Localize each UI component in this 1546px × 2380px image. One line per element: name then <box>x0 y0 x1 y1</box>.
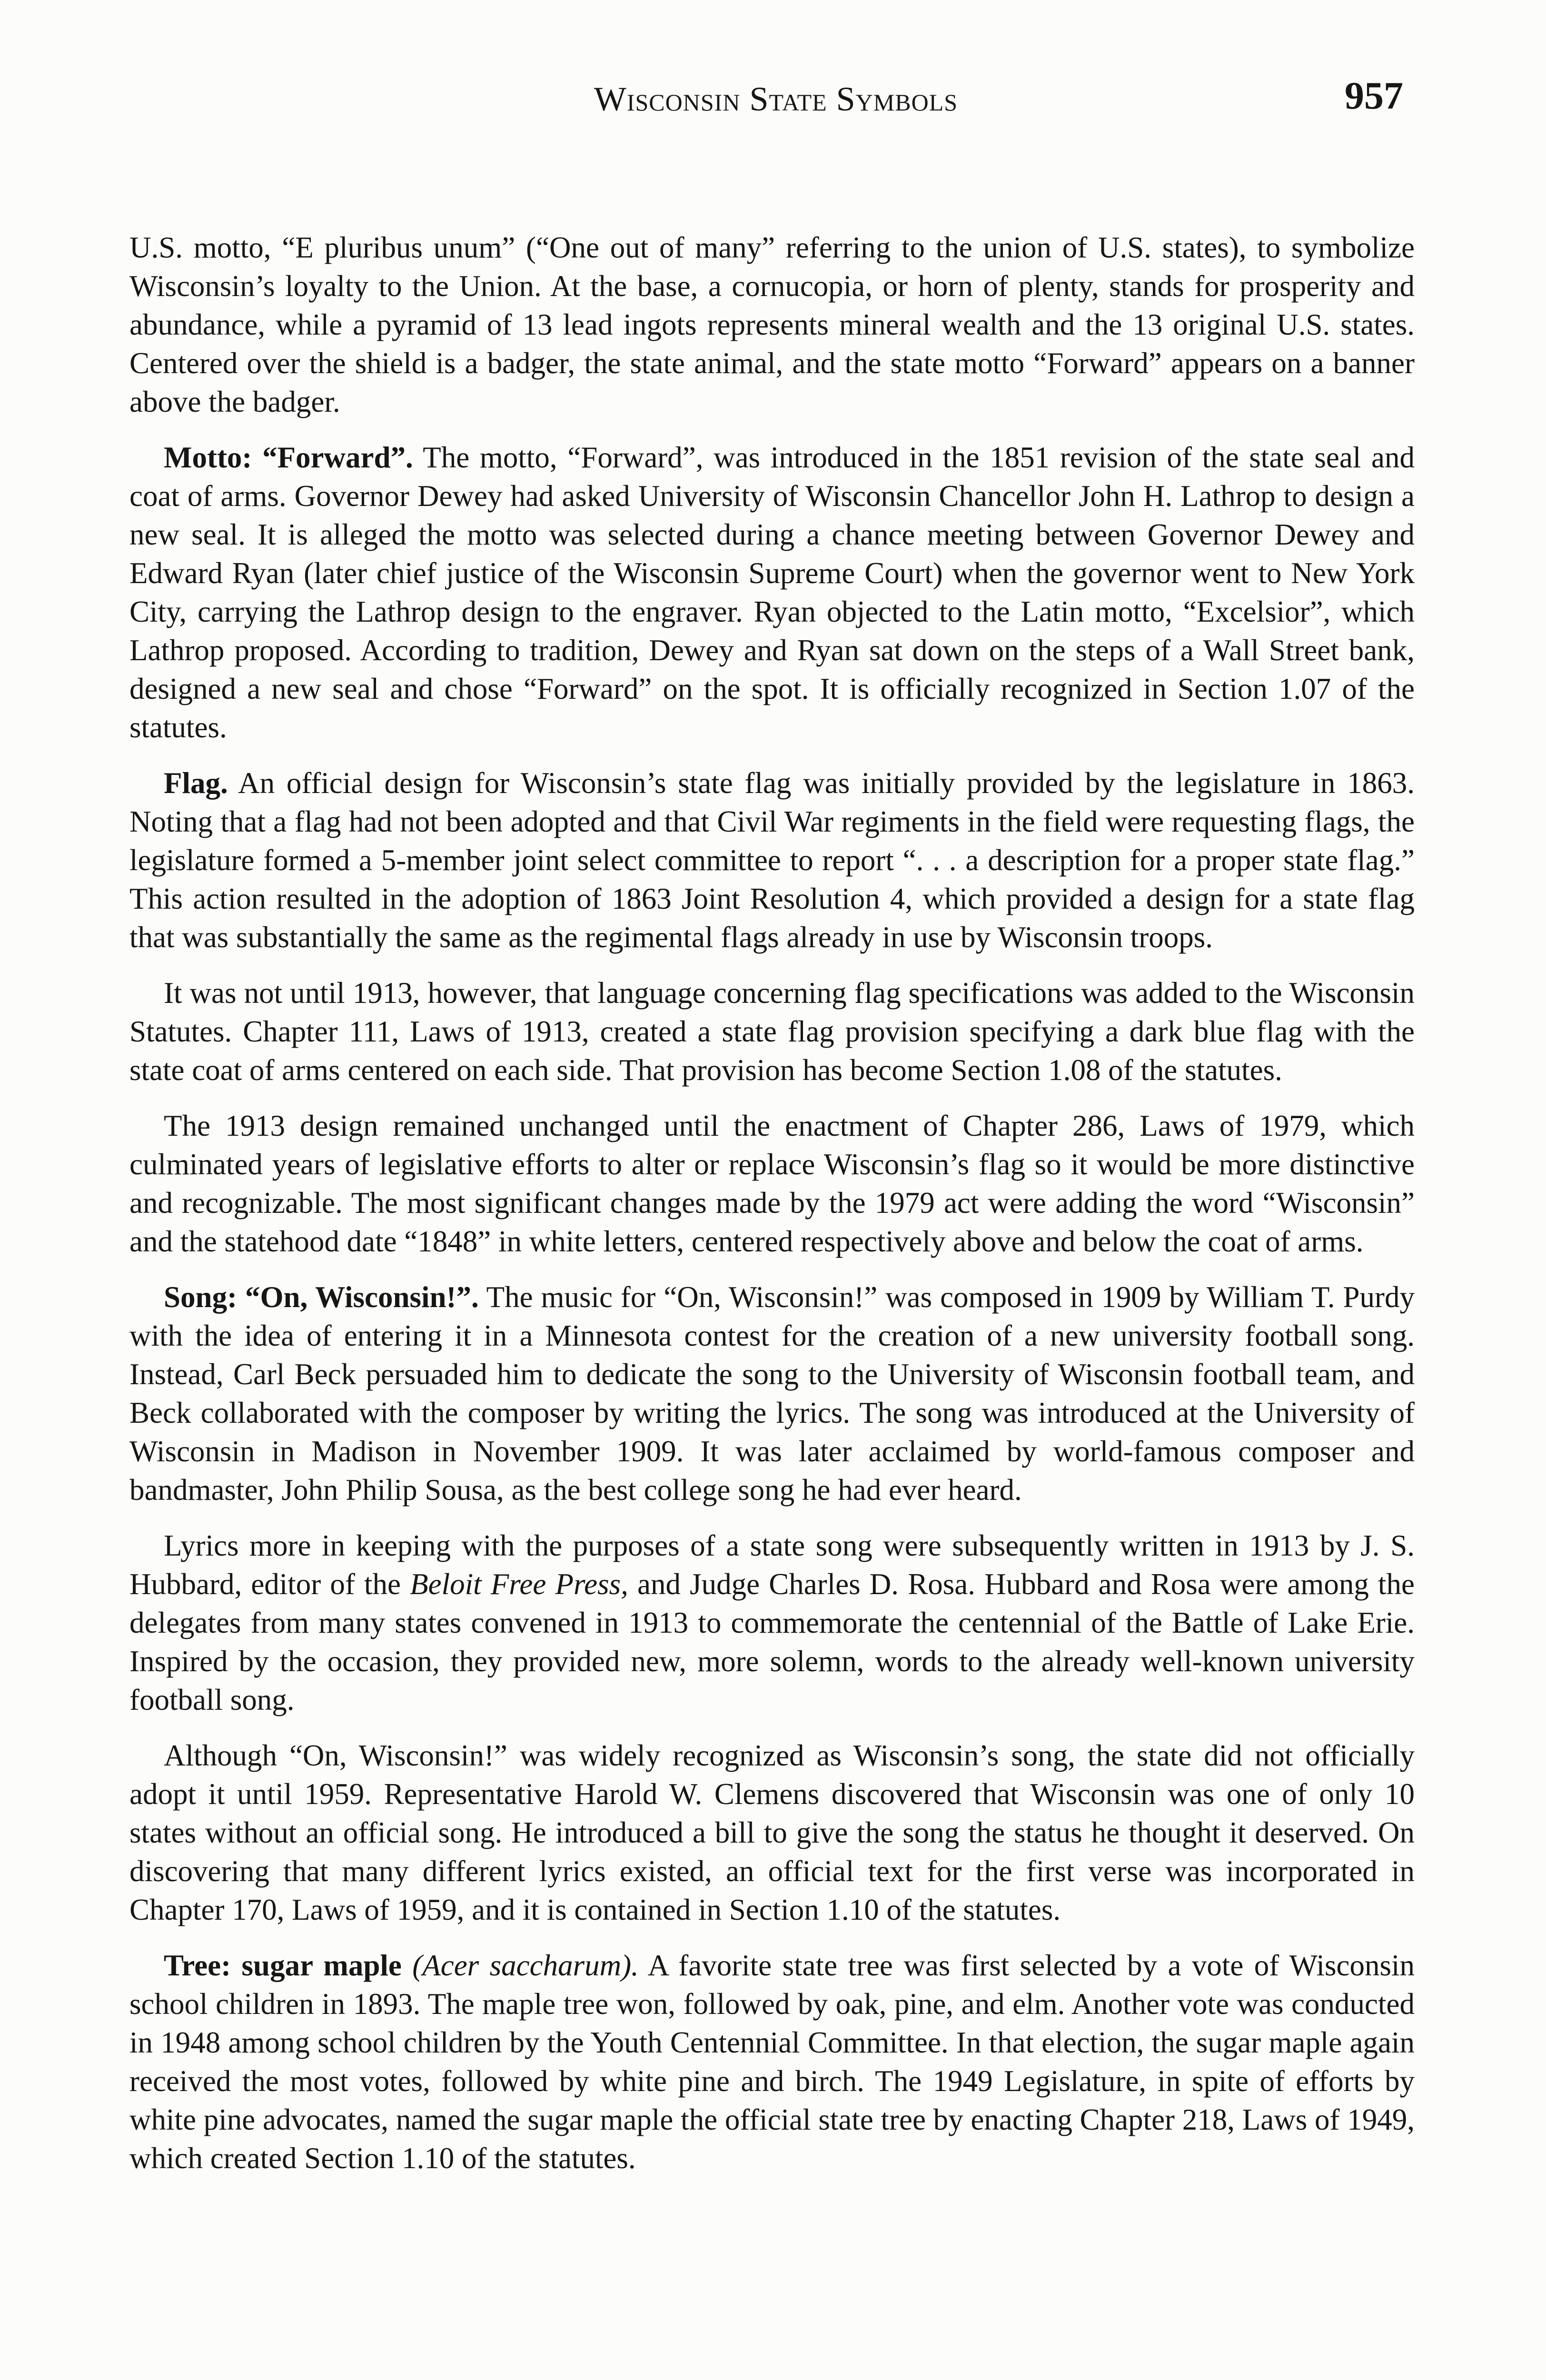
paragraph-text: U.S. motto, “E pluribus unum” (“One out of many” referring to the union of U.S. states), to symbolize Wisconsin’s loyalty to the Union. At the base, a cornucopia, or horn of plenty, stands for prosperity and abundance, while a pyramid of 13 lead ingots represents mineral wealth and the 13 original U.S. states. Centered over the shield is a badger, the state animal, and the state motto “Forward” appears on a banner above the badger. <box>129 231 1415 418</box>
paragraph-seal-continued <box>129 228 1415 421</box>
paragraph-text: The music for “On, Wisconsin!” was composed in 1909 by William T. Purdy with the idea of entering it in a Minnesota contest for the creation of a new university football song. Instead, Carl Beck persuaded him to dedicate the song to the University of Wisconsin football team, and Beck collaborated with the composer by writing the lyrics. The song was introduced at the University of Wisconsin in Madison in November 1909. It was later acclaimed by world-famous composer and bandmaster, John Philip Sousa, as the best college song he had ever heard. <box>129 1280 1415 1507</box>
paragraph-motto <box>129 438 1415 747</box>
paragraph-song-adoption <box>129 1736 1415 1929</box>
section-heading-tree: Tree: sugar maple <box>164 1949 402 1982</box>
paragraph-text: Lyrics more in keeping with the purposes of a state song were subsequently written in 1913 by J. S. Hubbard, editor of the <box>129 1529 1415 1601</box>
running-head: Wisconsin State Symbols <box>594 80 958 118</box>
paragraph-text: Although “On, Wisconsin!” was widely recognized as Wisconsin’s song, the state did not officially adopt it until 1959. Representative Harold W. Clemens discovered that Wisconsin was one of only 10 states without an official song. He introduced a bill to give the song the status he thought it deserved. On discovering that many different lyrics existed, an official text for the first verse was incorporated in Chapter 170, Laws of 1959, and it is contained in Section 1.10 of the statutes. <box>129 1739 1415 1926</box>
paragraph-text: and Judge Charles D. Rosa. Hubbard and Rosa were among the delegates from many states convened in 1913 to commemorate the centennial of the Battle of Lake Erie. Inspired by the occasion, they provided new, more solemn, words to the already well-known university football song. <box>129 1567 1415 1716</box>
section-heading-motto: Motto: “Forward”. <box>164 441 413 474</box>
paragraph-flag-1979 <box>129 1107 1415 1261</box>
section-heading-song: Song: “On, Wisconsin!”. <box>164 1280 479 1314</box>
paragraph-text: An official design for Wisconsin’s state flag was initially provided by the legislature in 1863. Noting that a flag had not been adopted and that Civil War regiments in the field were requesting flags, the legislature formed a 5-member joint select committee to report “. . . a description for a proper state flag.” This action resulted in the adoption of 1863 Joint Resolution 4, which provided a design for a state flag that was substantially the same as the regimental flags already in use by Wisconsin troops. <box>129 766 1415 954</box>
newspaper-title: Beloit Free Press, <box>410 1567 628 1601</box>
paragraph-flag <box>129 764 1415 957</box>
scientific-name: (Acer saccharum). <box>401 1949 639 1982</box>
section-heading-flag: Flag. <box>164 766 228 800</box>
paragraph-text: It was not until 1913, however, that language concerning flag specifications was added to the Wisconsin Statutes. Chapter 111, Laws of 1913, created a state flag provision specifying a dark blue flag with the state coat of arms centered on each side. That provision has become Section 1.08 of the statutes. <box>129 976 1415 1087</box>
page-number: 957 <box>1345 74 1403 117</box>
paragraph-tree <box>129 1946 1415 2178</box>
paragraph-text: A favorite state tree was first selected by a vote of Wisconsin school children in 1893. The maple tree won, followed by oak, pine, and elm. Another vote was conducted in 1948 among school children by the Youth Centennial Committee. In that election, the sugar maple again received the most votes, followed by white pine and birch. The 1949 Legislature, in spite of efforts by white pine advocates, named the sugar maple the official state tree by enacting Chapter 218, Laws of 1949, which created Section 1.10 of the statutes. <box>129 1949 1415 2175</box>
body-text <box>129 228 1415 2195</box>
paragraph-song <box>129 1278 1415 1509</box>
paragraph-text: The motto, “Forward”, was introduced in the 1851 revision of the state seal and coat of arms. Governor Dewey had asked University of Wisconsin Chancellor John H. Lathrop to design a new seal. It is alleged the motto was selected during a chance meeting between Governor Dewey and Edward Ryan (later chief justice of the Wisconsin Supreme Court) when the governor went to New York City, carrying the Lathrop design to the engraver. Ryan objected to the Latin motto, “Excelsior”, which Lathrop proposed. According to tradition, Dewey and Ryan sat down on the steps of a Wall Street bank, designed a new seal and chose “Forward” on the spot. It is officially recognized in Section 1.07 of the statutes. <box>129 441 1415 744</box>
paragraph-text: The 1913 design remained unchanged until the enactment of Chapter 286, Laws of 1979, which culminated years of legislative efforts to alter or replace Wisconsin’s flag so it would be more distinctive and recognizable. The most significant changes made by the 1979 act were adding the word “Wisconsin” and the statehood date “1848” in white letters, centered respectively above and below the coat of arms. <box>129 1109 1415 1258</box>
paragraph-flag-1913 <box>129 974 1415 1090</box>
paragraph-song-lyrics <box>129 1527 1415 1719</box>
